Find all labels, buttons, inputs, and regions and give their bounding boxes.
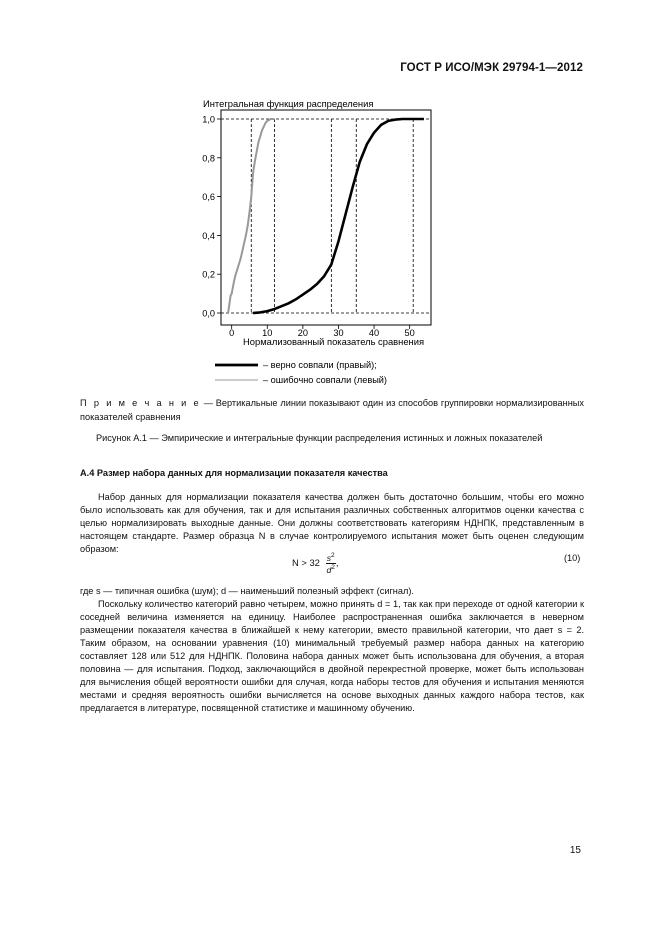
paragraph-1 xyxy=(80,491,584,556)
page-number: 15 xyxy=(569,845,581,856)
formula-denominator: $d^2$ xyxy=(326,563,335,575)
formula-lhs: N > 32 xyxy=(292,556,320,568)
y-tick-label-5: 1,0 xyxy=(202,114,215,125)
paragraph-2 xyxy=(80,598,584,715)
formula-trail: , xyxy=(335,556,339,568)
note-label: П р и м е ч а н и е xyxy=(80,398,201,408)
formula-number: (10) xyxy=(564,553,581,563)
series-line-true-match xyxy=(253,119,424,313)
note-text: — Вертикальные линии показывают один из способов группировки нормализированных показателей сравнения xyxy=(80,398,584,422)
x-tick-label-5: 50 xyxy=(404,328,415,338)
where-line: где s — типичная ошибка (шум); d — наименьший полезный эффект (сигнал). xyxy=(80,586,414,596)
x-tick-label-0: 0 xyxy=(229,328,235,338)
plot-frame xyxy=(221,110,431,325)
y-tick-label-2: 0,4 xyxy=(202,230,215,241)
figure-note xyxy=(80,397,584,424)
x-tick-label-1: 10 xyxy=(262,328,273,338)
y-tick-label-1: 0,2 xyxy=(202,269,215,280)
y-tick-label-0: 0,0 xyxy=(202,308,215,319)
y-tick-label-4: 0,8 xyxy=(202,153,215,164)
legend-label-false: – ошибочно совпали (левый) xyxy=(263,375,387,385)
legend-label-true: – верно совпали (правый); xyxy=(263,360,377,370)
section-heading: А.4 Размер набора данных для нормализации показателя качества xyxy=(80,468,388,478)
chart-title: Интегральная функция распределения xyxy=(203,98,374,109)
figure-caption: Рисунок А.1 — Эмпирические и интегральные функции распределения истинных и ложных показателей xyxy=(96,433,543,443)
document-header: ГОСТ Р ИСО/МЭК 29794-1—2012 xyxy=(400,62,583,74)
x-tick-label-4: 40 xyxy=(368,328,380,338)
formula xyxy=(292,552,339,575)
paragraph-2-text: Поскольку количество категорий равно четырем, можно принять d = 1, так как при переходе от одной категории к соседней величина изменяется на единицу. Наиболее распространенная ошибка заключается в неверном размещении показателя качества в ближайшей к нему категории, вместо правильной категории, что дает s = 2. Таким образом, на основании уравнения (10) минимальный требуемый размер набора данных на категорию составляет 128 или 512 для НДНПК. Половина набора данных может быть использована для обучения, а вторая половина — для испытания. Подход, заключающийся в двойной перекрестной проверке, может быть использован для вычисления общей вероятности ошибки для случая, когда наборы тестов для обучения и испытания меняются местами и средняя вероятность ошибки вычисляется на основе выходных данных каждого набора тестов, как предлагается в литературе, посвященной статистике и машинному обучению. xyxy=(80,599,584,713)
cdf-chart xyxy=(0,0,661,400)
chart-xlabel: Нормализованный показатель сравнения xyxy=(243,336,425,347)
paragraph-1-text: Набор данных для нормализации показателя качества должен быть достаточно большим, чтобы его можно было использовать как для обучения, так и для испытания различных собственных алгоритмов оценки качества с целью нормализировать выходные данные. Они должны соответствовать категориям НДНПК, представленным в настоящем стандарте. Размер образца N в случае контролируемого испытания может быть оценен следующим образом: xyxy=(80,492,584,554)
formula-fraction xyxy=(326,552,336,575)
x-tick-label-3: 30 xyxy=(333,328,344,338)
formula-numerator: $s^2$ xyxy=(326,552,335,563)
x-tick-label-2: 20 xyxy=(297,328,308,338)
y-tick-label-3: 0,6 xyxy=(202,192,215,203)
